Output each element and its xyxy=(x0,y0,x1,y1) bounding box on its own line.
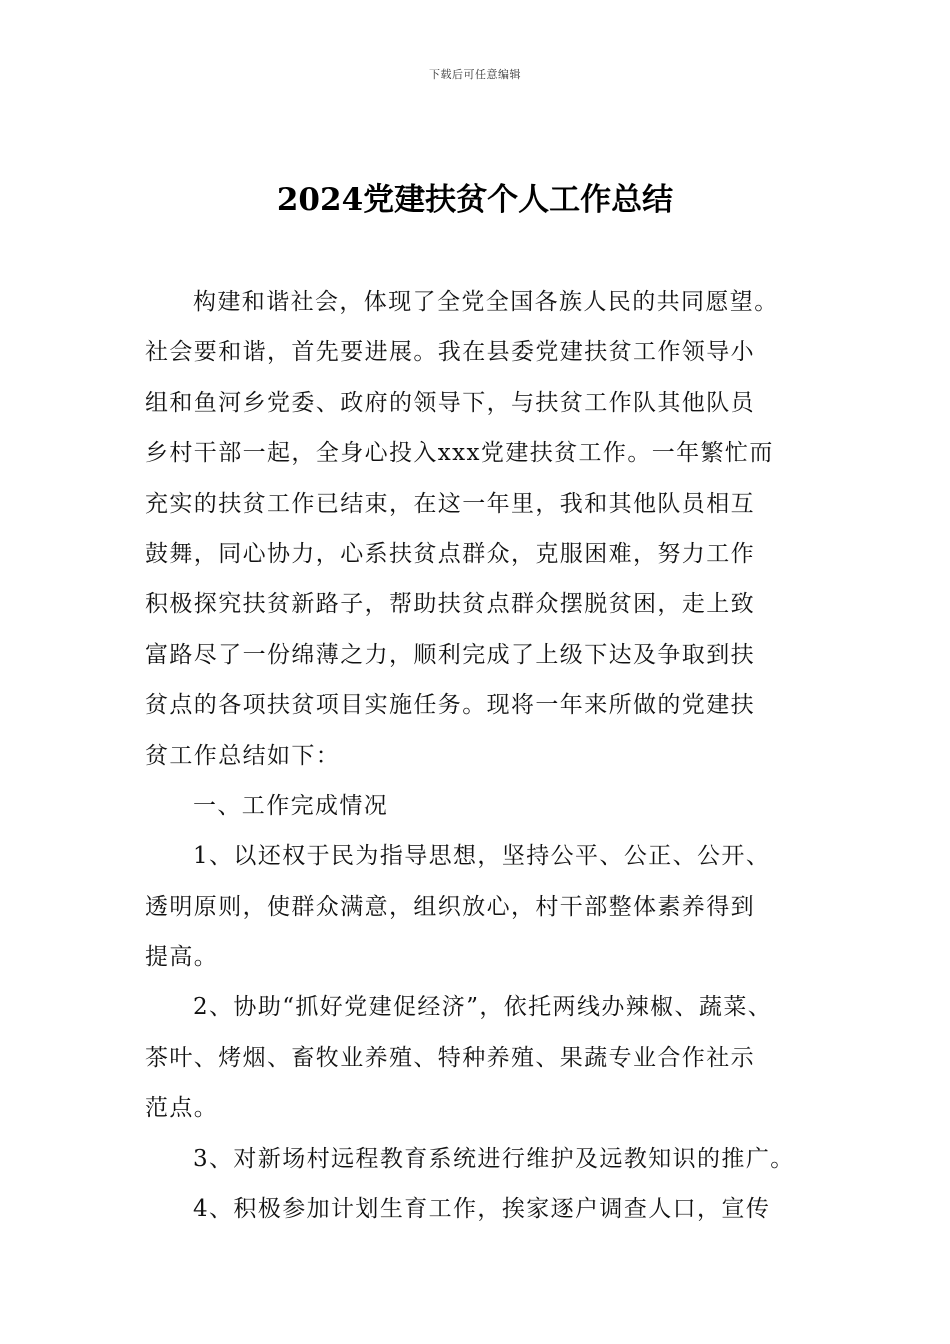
section-heading: 一、工作完成情况 xyxy=(193,792,389,819)
paragraph-line: 贫工作总结如下： xyxy=(145,742,341,769)
document-title: 2024党建扶贫个人工作总结 xyxy=(276,182,674,218)
paragraph-line: 范点。 xyxy=(145,1095,219,1122)
paragraph-line: 积极探究扶贫新路子，帮助扶贫点群众摆脱贫困，走上致 xyxy=(145,591,755,618)
paragraph-line: 社会要和谐，首先要进展。我在县委党建扶贫工作领导小 xyxy=(145,339,755,366)
paragraph-line: 提高。 xyxy=(145,944,219,971)
header-note: 下载后可任意编辑 xyxy=(429,68,521,81)
paragraph-line: 组和鱼河乡党委、政府的领导下，与扶贫工作队其他队员 xyxy=(145,389,755,416)
paragraph-line: 鼓舞，同心协力，心系扶贫点群众，克服困难，努力工作 xyxy=(145,540,755,567)
paragraph-line: 4、积极参加计划生育工作，挨家逐户调查人口，宣传 xyxy=(193,1196,771,1223)
paragraph-line: 1、以还权于民为指导思想，坚持公平、公正、公开、 xyxy=(193,843,771,870)
document-body xyxy=(145,277,835,1234)
paragraph-line: 茶叶、烤烟、畜牧业养殖、特种养殖、果蔬专业合作社示 xyxy=(145,1044,755,1071)
paragraph-line: 富路尽了一份绵薄之力，顺利完成了上级下达及争取到扶 xyxy=(145,641,755,668)
paragraph-line: 3、对新场村远程教育系统进行维护及远教知识的推广。 xyxy=(193,1145,795,1172)
paragraph-line: 乡村干部一起，全身心投入xxx党建扶贫工作。一年繁忙而 xyxy=(145,440,774,467)
paragraph-line: 2、协助“抓好党建促经济”，依托两线办辣椒、蔬菜、 xyxy=(193,994,773,1021)
paragraph-line: 透明原则，使群众满意，组织放心，村干部整体素养得到 xyxy=(145,893,755,920)
paragraph-line: 构建和谐社会，体现了全党全国各族人民的共同愿望。 xyxy=(193,289,779,315)
paragraph-line: 贫点的各项扶贫项目实施任务。现将一年来所做的党建扶 xyxy=(145,692,755,719)
paragraph-line: 充实的扶贫工作已结束，在这一年里，我和其他队员相互 xyxy=(145,490,755,517)
